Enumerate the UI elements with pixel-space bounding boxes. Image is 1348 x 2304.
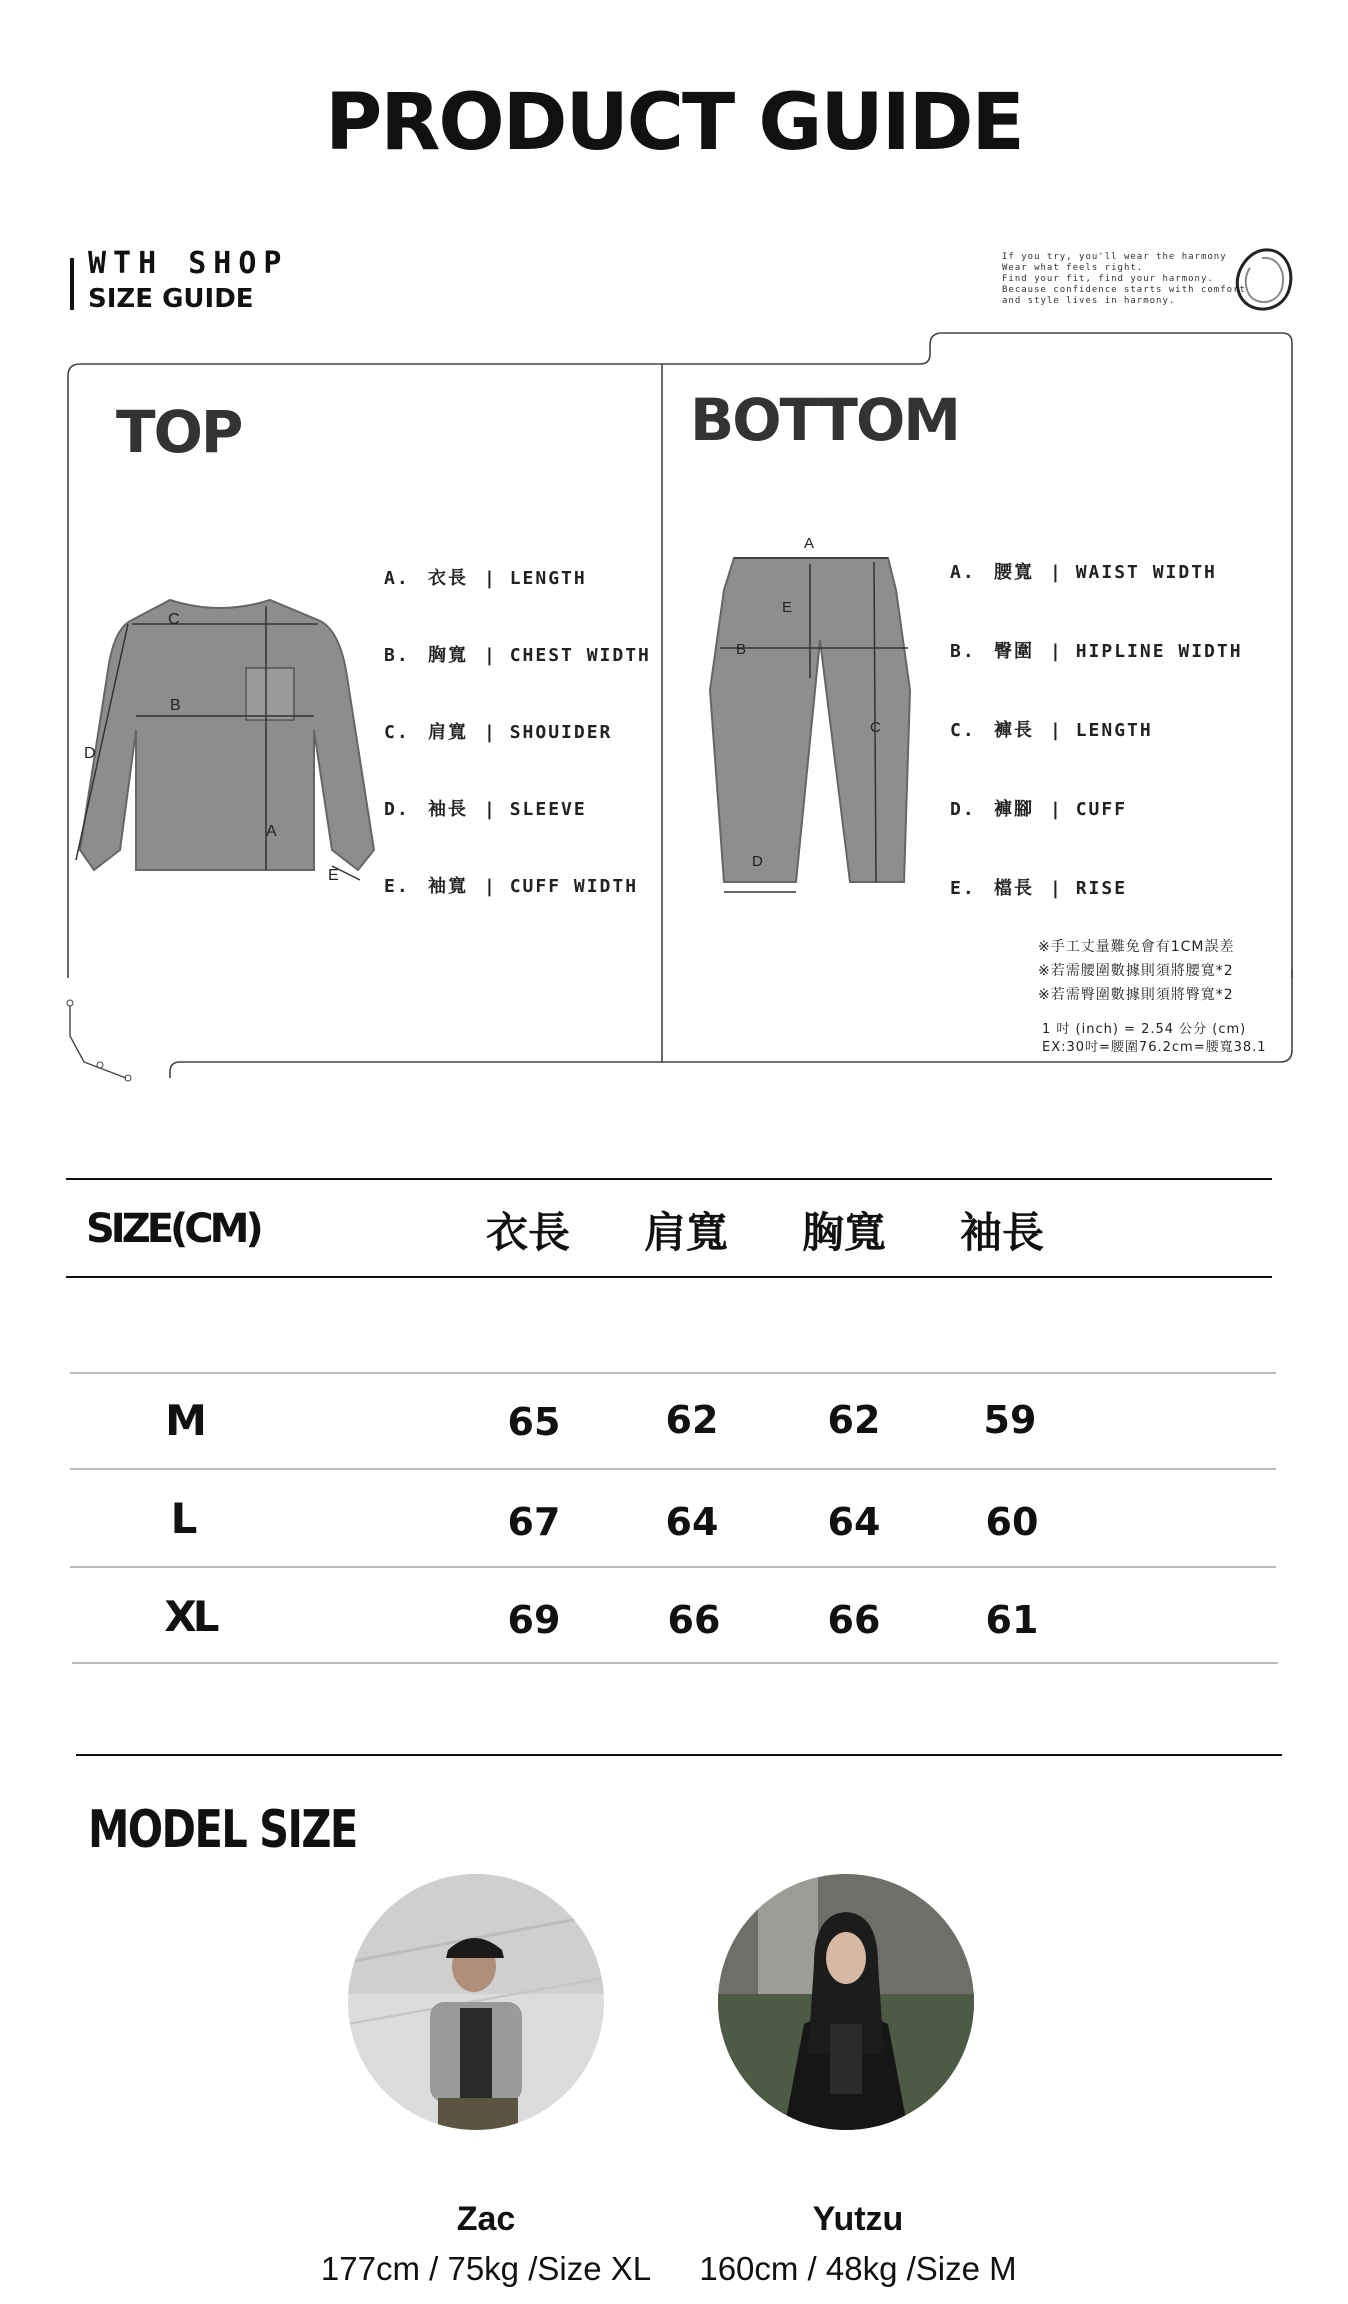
row-divider: [72, 1662, 1278, 1664]
tagline-line: Find your fit, find your harmony.: [1002, 274, 1214, 284]
column-header: 胸寬: [802, 1208, 887, 1257]
table-header-rule: [66, 1276, 1272, 1278]
table-cell: 69: [507, 1598, 561, 1642]
bottom-spec-e: E. 檔長 | RISE: [950, 878, 1128, 899]
model-top-rule: [76, 1754, 1282, 1756]
diagram-label-d: D: [84, 745, 96, 762]
table-cell: 62: [665, 1398, 719, 1442]
size-l: L: [170, 1494, 198, 1543]
table-cell: 66: [827, 1598, 881, 1642]
tagline-line: Wear what feels right.: [1002, 263, 1144, 273]
bottom-heading: BOTTOM: [690, 386, 959, 454]
top-spec-b: B. 胸寬 | CHEST WIDTH: [384, 645, 651, 666]
diagram-label-c: C: [168, 611, 180, 628]
diagram-label-b: B: [736, 641, 747, 658]
table-cell: 59: [983, 1398, 1037, 1442]
diagram-label-a: A: [266, 823, 277, 840]
column-header: 袖長: [960, 1208, 1045, 1257]
page-title: PRODUCT GUIDE: [325, 78, 1023, 168]
size-label: SIZE(CM): [86, 1206, 260, 1252]
table-cell: 67: [507, 1500, 561, 1544]
table-cell: 64: [827, 1500, 881, 1544]
diagram-label-c: C: [870, 719, 881, 736]
bottom-spec-c: C. 褲長 | LENGTH: [950, 720, 1153, 741]
model-name-zac: Zac: [456, 2200, 516, 2238]
column-header: 肩寬: [644, 1208, 729, 1257]
table-cell: 65: [507, 1400, 561, 1444]
tagline-line: Because confidence starts with comfort: [1002, 285, 1246, 295]
tshirt-diagram: [70, 580, 380, 900]
diagram-label-e: E: [782, 599, 793, 616]
model-info-yutzu: 160cm / 48kg /Size M: [699, 2250, 1017, 2287]
model-photo-zac: [348, 1874, 604, 2130]
tagline-line: If you try, you'll wear the harmony: [1002, 252, 1227, 262]
conversion-line: EX:30吋=腰圍76.2cm=腰寬38.1: [1042, 1040, 1267, 1055]
model-photo-yutzu: [718, 1874, 974, 2130]
size-xl: XL: [164, 1592, 216, 1641]
table-cell: 66: [667, 1598, 721, 1642]
bottom-spec-b: B. 臀圍 | HIPLINE WIDTH: [950, 641, 1243, 662]
table-cell: 64: [665, 1500, 719, 1544]
brand-subtitle: SIZE GUIDE: [88, 284, 254, 314]
diagram-label-d: D: [752, 853, 763, 870]
note-line: ※若需臀圍數據則須將臀寬*2: [1038, 987, 1234, 1003]
table-cell: 62: [827, 1398, 881, 1442]
table-cell: 60: [985, 1500, 1039, 1544]
table-cell: 61: [985, 1598, 1039, 1642]
top-spec-c: C. 肩寬 | SHOUIDER: [384, 722, 613, 743]
model-name-yutzu: Yutzu: [812, 2200, 904, 2238]
top-spec-a: A. 衣長 | LENGTH: [384, 568, 587, 589]
tagline-line: and style lives in harmony.: [1002, 296, 1176, 306]
diagram-label-a: A: [804, 535, 815, 552]
column-header: 衣長: [486, 1208, 571, 1257]
guide-frame: [0, 0, 1348, 1100]
size-m: M: [165, 1396, 207, 1445]
top-heading: TOP: [116, 398, 242, 466]
top-spec-e: E. 袖寬 | CUFF WIDTH: [384, 876, 639, 897]
row-divider: [70, 1468, 1276, 1470]
table-top-rule: [66, 1178, 1272, 1180]
diagram-label-e: E: [328, 867, 339, 884]
model-heading: MODEL SIZE: [88, 1800, 357, 1860]
row-divider: [70, 1566, 1276, 1568]
brand-name: WTH SHOP: [88, 246, 289, 281]
model-info-zac: 177cm / 75kg /Size XL: [320, 2250, 652, 2287]
diagram-label-b: B: [170, 697, 181, 714]
note-line: ※手工丈量難免會有1CM誤差: [1038, 939, 1235, 955]
conversion-line: 1 吋 (inch) = 2.54 公分 (cm): [1042, 1022, 1247, 1037]
person-photo-icon: [718, 1874, 974, 2130]
person-photo-icon: [348, 1874, 604, 2130]
bottom-spec-a: A. 腰寬 | WAIST WIDTH: [950, 562, 1217, 583]
top-spec-d: D. 袖長 | SLEEVE: [384, 799, 587, 820]
row-divider: [70, 1372, 1276, 1374]
note-line: ※若需腰圍數據則須將腰寬*2: [1038, 963, 1234, 979]
pants-diagram: [700, 530, 920, 900]
bottom-spec-d: D. 褲腳 | CUFF: [950, 799, 1128, 820]
